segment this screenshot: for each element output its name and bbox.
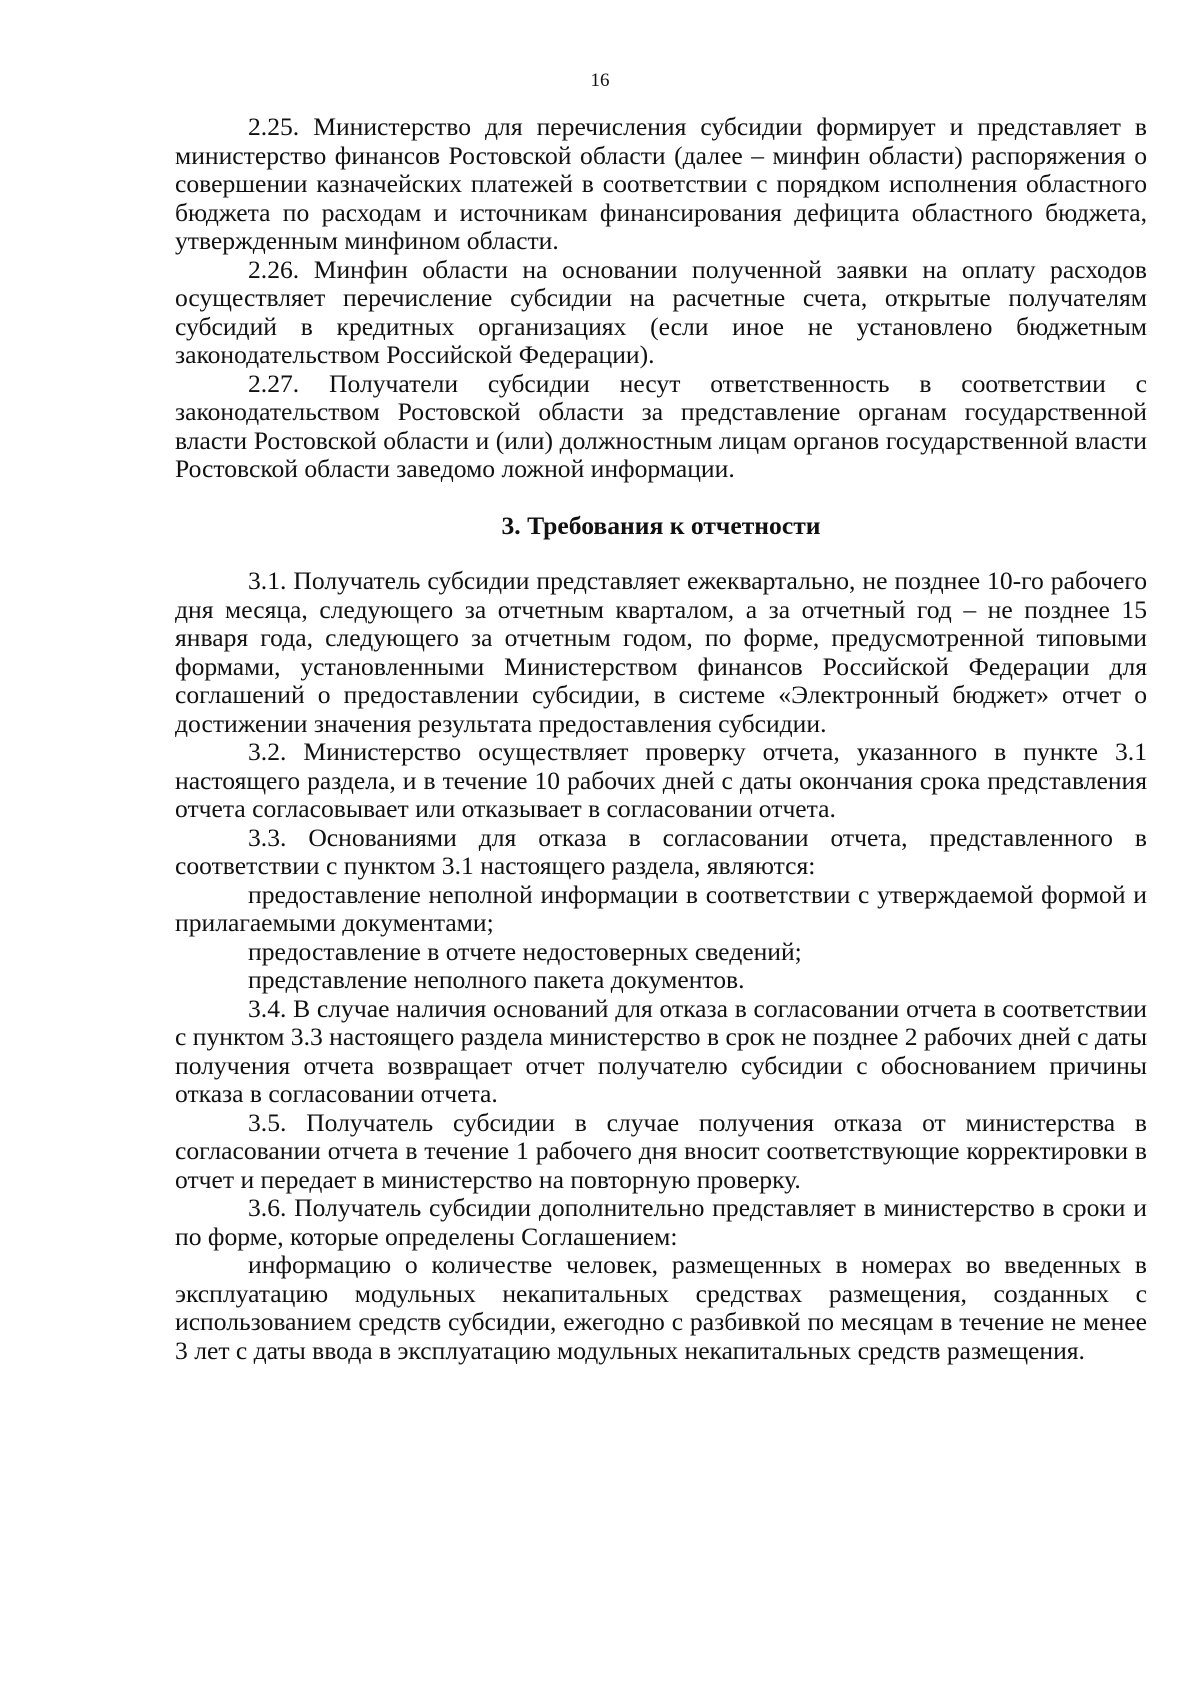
list-item-incomplete-info: предоставление неполной информации в соответствии с утверждаемой формой и прилагаемыми документами; <box>175 879 1147 937</box>
document-body <box>175 113 1147 1365</box>
page-number: 16 <box>590 70 610 91</box>
paragraph-3-5: 3.5. Получатель субсидии в случае получения отказа от министерства в согласовании отчета в течение 1 рабочего дня вносит соответствующие корректировки в отчет и передает в министерство на повторную проверку. <box>175 1107 1147 1194</box>
paragraph-3-4: 3.4. В случае наличия оснований для отказа в согласовании отчета в соответствии с пунктом 3.3 настоящего раздела министерство в срок не позднее 2 рабочих дней с даты получения отчета возвращает отчет получателю субсидии с обоснованием причины отказа в согласовании отчета. <box>175 993 1148 1108</box>
list-item-unreliable-data: предоставление в отчете недостоверных сведений; <box>248 936 802 966</box>
paragraph-2-25: 2.25. Министерство для перечисления субсидии формирует и представляет в министерство финансов Ростовской области (далее – минфин области) распоряжения о совершении казначейских платежей в соответствии с порядком исполнения областного бюджета по расходам и источникам финансирования дефицита областного бюджета, утвержденным минфином области. <box>175 112 1147 255</box>
paragraph-2-27: 2.27. Получатели субсидии несут ответственность в соответствии с законодательством Ростовской области за представление органам государственной власти Ростовской области и (или) должностным лицам органов государственной власти Ростовской области заведомо ложной информации. <box>175 368 1147 483</box>
list-item-incomplete-package: представление неполного пакета документов. <box>248 965 745 994</box>
section-heading: 3. Требования к отчетности <box>501 510 821 540</box>
list-item-guest-count-info: информацию о количестве человек, размещенных в номерах во введенных в эксплуатацию модульных некапитальных средствах размещения, созданных с использованием средств субсидии, ежегодно с разбивкой по месяцам в течение не менее 3 лет с даты ввода в эксплуатацию модульных некапитальных средств размещения. <box>175 1250 1147 1365</box>
paragraph-3-3: 3.3. Основаниями для отказа в согласовании отчета, представленного в соответствии с пунктом 3.1 настоящего раздела, являются: <box>175 822 1147 880</box>
paragraph-2-26: 2.26. Минфин области на основании полученной заявки на оплату расходов осуществляет перечисление субсидии на расчетные счета, открытые получателям субсидий в кредитных организациях (если иное не установлено бюджетным законодательством Российской Федерации). <box>175 254 1147 369</box>
paragraph-3-6: 3.6. Получатель субсидии дополнительно представляет в министерство в сроки и по форме, которые определены Соглашением: <box>175 1193 1147 1251</box>
paragraph-3-2: 3.2. Министерство осуществляет проверку отчета, указанного в пункте 3.1 настоящего раздела, и в течение 10 рабочих дней с даты окончания срока представления отчета согласовывает или отказывает в согласовании отчета. <box>175 737 1147 823</box>
paragraph-3-1: 3.1. Получатель субсидии представляет ежеквартально, не позднее 10-го рабочего дня месяца, следующего за отчетным кварталом, а за отчетный год – не позднее 15 января года, следующего за отчетным годом, по форме, предусмотренной типовыми формами, установленными Министерством финансов Российской Федерации для соглашений о предоставлении субсидии, в системе «Электронный бюджет» отчет о достижении значения результата предоставления субсидии. <box>175 566 1147 738</box>
